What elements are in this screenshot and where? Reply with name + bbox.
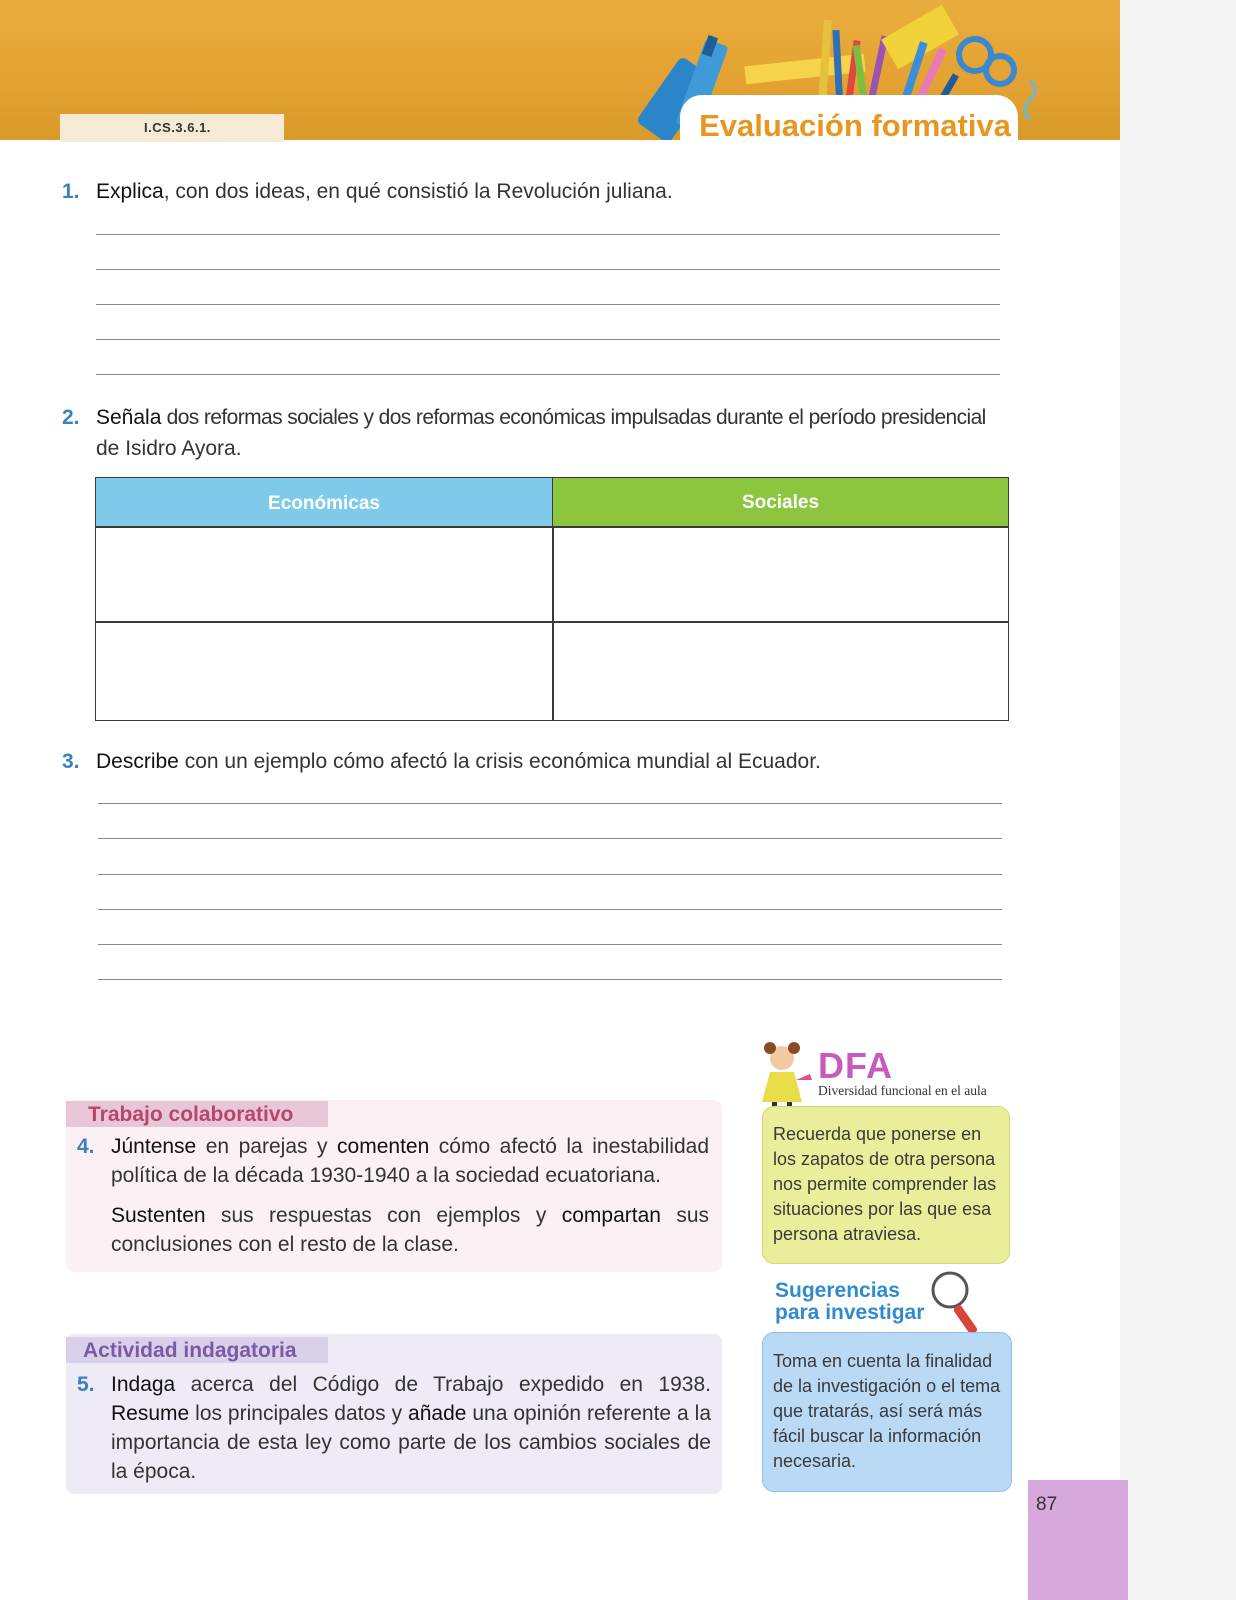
question-verb: Describe xyxy=(96,750,179,773)
question-text: acerca del Código de Trabajo expedido en 1938. xyxy=(175,1373,711,1396)
suggestions-title xyxy=(775,1280,924,1324)
reforms-table xyxy=(95,477,1009,721)
question-verb: añade xyxy=(408,1402,467,1425)
suggestions-box xyxy=(762,1332,1012,1492)
inquiry-activity-text xyxy=(77,1370,711,1486)
answer-line[interactable] xyxy=(98,803,1002,804)
header-sociales: Sociales xyxy=(553,478,1008,527)
dfa-box xyxy=(762,1106,1010,1264)
suggestions-title-line: para investigar xyxy=(775,1301,925,1324)
page-title: Evaluación formativa xyxy=(680,95,1018,145)
question-verb: Resume xyxy=(111,1402,190,1425)
answer-line[interactable] xyxy=(96,304,1000,305)
magnifier-icon xyxy=(928,1268,982,1340)
question-verb: Indaga xyxy=(111,1373,176,1396)
answer-line[interactable] xyxy=(96,339,1000,340)
question-text: , con dos ideas, en qué consistió la Revolución juliana. xyxy=(163,180,673,203)
question-number: 5. xyxy=(77,1373,95,1396)
suggestions-title-line: Sugerencias xyxy=(775,1279,900,1302)
table-cell-economicas-1[interactable] xyxy=(96,528,552,621)
question-text: sus conclusiones con el resto de la clase. xyxy=(111,1204,710,1256)
question-verb: Señala xyxy=(96,406,162,429)
question-verb: compartan xyxy=(561,1204,661,1227)
dfa-subtitle: Diversidad funcional en el aula xyxy=(818,1083,987,1098)
answer-line[interactable] xyxy=(98,874,1002,875)
question-text: en parejas y xyxy=(196,1135,338,1158)
question-text-cont: de Isidro Ayora. xyxy=(96,437,242,460)
answer-line[interactable] xyxy=(96,234,1000,235)
question-text: dos reformas sociales y dos reformas económicas impulsadas durante el período presidencial xyxy=(161,406,986,429)
answer-line[interactable] xyxy=(98,909,1002,910)
answer-line[interactable] xyxy=(98,838,1002,839)
question-verb: Explica xyxy=(96,180,164,203)
girl-illustration xyxy=(752,1036,822,1112)
table-cell-sociales-1[interactable] xyxy=(554,528,1008,621)
question-3 xyxy=(62,746,821,777)
answer-line[interactable] xyxy=(96,374,1000,375)
dfa-text: Recuerda que ponerse en los zapatos de otra persona nos permite comprender las situaciones por las que esa persona atraviesa. xyxy=(773,1124,997,1244)
question-number: 4. xyxy=(77,1135,95,1158)
answer-line[interactable] xyxy=(96,269,1000,270)
question-1 xyxy=(62,176,673,207)
question-text: con un ejemplo cómo afectó la crisis económica mundial al Ecuador. xyxy=(178,750,821,773)
question-text: una opinión referente a la importancia de esta ley como parte de los cambios sociales de la época. xyxy=(111,1402,711,1483)
question-text: sus respuestas con ejemplos y xyxy=(205,1204,562,1227)
table-cell-sociales-2[interactable] xyxy=(554,623,1008,719)
question-number: 2. xyxy=(62,406,80,429)
question-verb: Sustenten xyxy=(111,1204,206,1227)
question-verb: Júntense xyxy=(111,1135,197,1158)
dfa-title: DFA xyxy=(818,1045,893,1086)
indicator-code: I.CS.3.6.1. xyxy=(60,114,284,142)
answer-line[interactable] xyxy=(98,979,1002,980)
page-edge xyxy=(1120,0,1236,1600)
question-verb: comenten xyxy=(337,1135,430,1158)
answer-line[interactable] xyxy=(98,944,1002,945)
table-cell-economicas-2[interactable] xyxy=(96,623,552,719)
page-number: 87 xyxy=(1028,1480,1128,1600)
question-text: cómo afectó la inestabilidad política de la década 1930-1940 a la sociedad ecuatoriana. xyxy=(111,1135,709,1187)
question-2 xyxy=(62,402,1022,464)
collaborative-work-title: Trabajo colaborativo xyxy=(66,1101,328,1127)
question-text: los principales datos y xyxy=(189,1402,409,1425)
inquiry-activity-title: Actividad indagatoria xyxy=(66,1337,328,1363)
question-number: 3. xyxy=(62,750,80,773)
question-number: 1. xyxy=(62,180,80,203)
header-economicas: Económicas xyxy=(96,478,553,527)
suggestions-text: Toma en cuenta la finalidad de la investigación o el tema que tratarás, así será más fácil buscar la información necesaria. xyxy=(773,1351,1001,1471)
collaborative-work-text xyxy=(77,1132,710,1259)
